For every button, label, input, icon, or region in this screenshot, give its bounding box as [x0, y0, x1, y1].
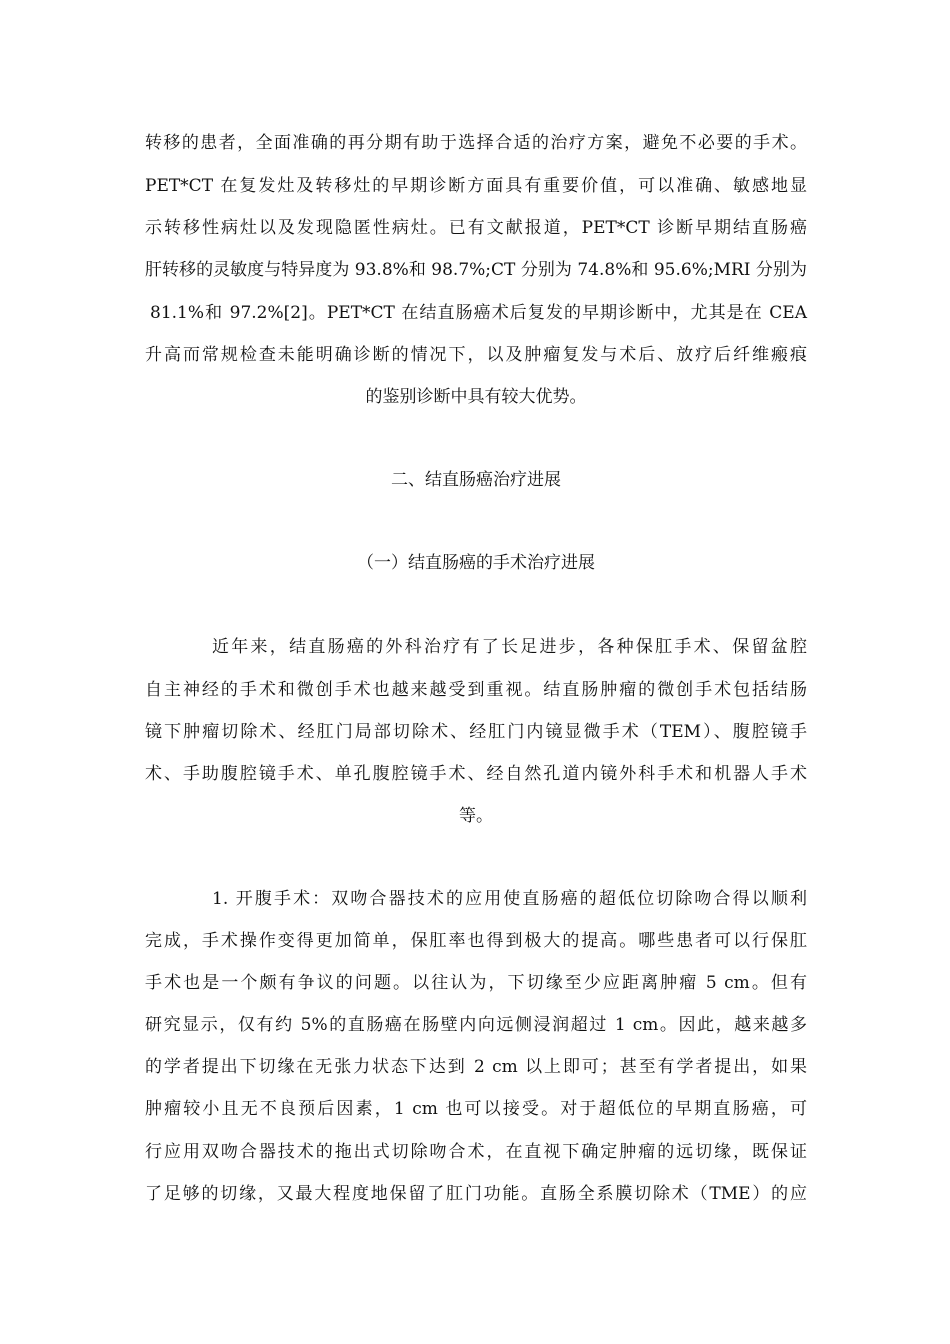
paragraph-1-line-7: 的鉴别诊断中具有较大优势。: [365, 387, 587, 407]
paragraph-1-line-4: 肝转移的灵敏度与特异度为 93.8%和 98.7%;CT 分别为 74.8%和 95.6%;MRI 分别为: [145, 260, 807, 280]
paragraph-3-line-7: 行应用双吻合器技术的拖出式切除吻合术，在直视下确定肿瘤的远切缘，既保证: [145, 1142, 807, 1162]
paragraph-2-line-3: 镜下肿瘤切除术、经肛门局部切除术、经肛门内镜显微手术（TEM）、腹腔镜手: [145, 722, 807, 742]
paragraph-2-line-4: 术、手助腹腔镜手术、单孔腹腔镜手术、经自然孔道内镜外科手术和机器人手术: [145, 764, 807, 784]
paragraph-3-line-5: 的学者提出下切缘在无张力状态下达到 2 cm 以上即可；甚至有学者提出，如果: [145, 1057, 807, 1077]
paragraph-3-line-2: 完成，手术操作变得更加简单，保肛率也得到极大的提高。哪些患者可以行保肛: [145, 931, 807, 951]
paragraph-2-line-2: 自主神经的手术和微创手术也越来越受到重视。结直肠肿瘤的微创手术包括结肠: [145, 680, 807, 700]
subsection-heading: （一）结直肠癌的手术治疗进展: [357, 553, 595, 573]
paragraph-3-line-4: 研究显示，仅有约 5%的直肠癌在肠壁内向远侧浸润超过 1 cm。因此，越来越多: [145, 1015, 807, 1035]
paragraph-3-line-1: 1. 开腹手术：双吻合器技术的应用使直肠癌的超低位切除吻合得以顺利: [212, 889, 807, 909]
paragraph-1-line-6: 升高而常规检查未能明确诊断的情况下，以及肿瘤复发与术后、放疗后纤维瘢痕: [145, 345, 807, 365]
paragraph-1-line-2: PET*CT 在复发灶及转移灶的早期诊断方面具有重要价值，可以准确、敏感地显: [145, 176, 807, 196]
paragraph-2-line-1: 近年来，结直肠癌的外科治疗有了长足进步，各种保肛手术、保留盆腔: [212, 637, 807, 657]
paragraph-1-line-3: 示转移性病灶以及发现隐匿性病灶。已有文献报道，PET*CT 诊断早期结直肠癌: [145, 218, 807, 238]
paragraph-3-line-8: 了足够的切缘，又最大程度地保留了肛门功能。直肠全系膜切除术（TME）的应: [145, 1184, 807, 1204]
paragraph-1-line-1: 转移的患者，全面准确的再分期有助于选择合适的治疗方案，避免不必要的手术。: [145, 133, 807, 153]
paragraph-3-line-6: 肿瘤较小且无不良预后因素，1 cm 也可以接受。对于超低位的早期直肠癌，可: [145, 1099, 807, 1119]
paragraph-3-line-3: 手术也是一个颇有争议的问题。以往认为，下切缘至少应距离肿瘤 5 cm。但有: [145, 973, 807, 993]
section-heading: 二、结直肠癌治疗进展: [391, 470, 561, 490]
paragraph-1-line-5: 81.1%和 97.2%[2]。PET*CT 在结直肠癌术后复发的早期诊断中，尤其是在 CEA: [150, 303, 807, 323]
paragraph-2-line-5: 等。: [459, 806, 493, 826]
